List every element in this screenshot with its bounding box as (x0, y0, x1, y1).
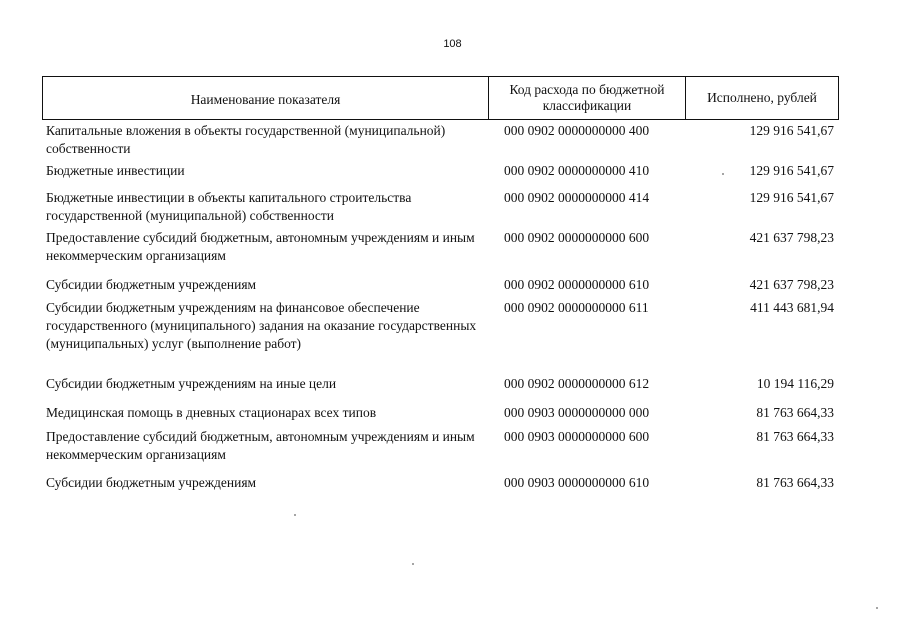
expenditure-table (42, 76, 839, 498)
row-executed-amount: 81 763 664,33 (756, 475, 834, 490)
page-number: 108 (443, 38, 462, 50)
row-indicator-name: Медицинская помощь в дневных стационарах всех типов (46, 405, 377, 420)
header-executed-amount: Исполнено, рублей (707, 90, 817, 105)
row-indicator-name: Бюджетные инвестиции в объекты капитального строительства государственной (муниципальной) собственности (46, 190, 412, 223)
table-header (42, 76, 839, 120)
row-expense-code: 000 0903 0000000000 600 (504, 429, 650, 444)
row-executed-amount: 129 916 541,67 (749, 123, 834, 138)
header-indicator-name: Наименование показателя (43, 77, 489, 119)
row-executed-amount: 421 637 798,23 (749, 230, 834, 245)
table-row (42, 428, 839, 474)
table-row (42, 189, 839, 229)
scan-speck (722, 173, 724, 175)
row-indicator-name: Предоставление субсидий бюджетным, автономным учреждениям и иным некоммерческим организациям (46, 230, 475, 263)
row-executed-amount: 411 443 681,94 (750, 300, 834, 315)
table-row (42, 276, 839, 299)
table-row (42, 474, 839, 498)
table-row (42, 122, 839, 162)
row-indicator-name: Бюджетные инвестиции (46, 163, 185, 178)
table-row (42, 299, 839, 375)
row-expense-code: 000 0902 0000000000 611 (504, 300, 649, 315)
row-indicator-name: Капитальные вложения в объекты государственной (муниципальной) собственности (46, 123, 446, 156)
row-indicator-name: Субсидии бюджетным учреждениям на финансовое обеспечение государственного (муниципального) задания на оказание государственных (муниципальных) услуг (выполнение работ) (46, 300, 477, 351)
scan-speck (294, 514, 296, 516)
row-expense-code: 000 0902 0000000000 400 (504, 123, 650, 138)
table-row (42, 375, 839, 404)
row-indicator-name: Субсидии бюджетным учреждениям (46, 475, 257, 490)
scan-speck (876, 607, 878, 609)
row-executed-amount: 129 916 541,67 (749, 190, 834, 205)
table-row (42, 229, 839, 276)
row-indicator-name: Предоставление субсидий бюджетным, автономным учреждениям и иным некоммерческим организациям (46, 429, 475, 462)
row-indicator-name: Субсидии бюджетным учреждениям (46, 277, 257, 292)
table-row (42, 404, 839, 428)
row-indicator-name: Субсидии бюджетным учреждениям на иные цели (46, 376, 337, 391)
table-body (42, 122, 839, 498)
row-expense-code: 000 0903 0000000000 000 (504, 405, 650, 420)
row-expense-code: 000 0902 0000000000 600 (504, 230, 650, 245)
row-executed-amount: 10 194 116,29 (756, 376, 834, 391)
table-row (42, 162, 839, 189)
header-expense-code: Код расхода по бюджетной классификации (489, 77, 686, 119)
row-expense-code: 000 0902 0000000000 612 (504, 376, 650, 391)
row-expense-code: 000 0902 0000000000 410 (504, 163, 650, 178)
row-executed-amount: 81 763 664,33 (756, 429, 834, 444)
row-executed-amount: 129 916 541,67 (749, 163, 834, 178)
row-executed-amount: 81 763 664,33 (756, 405, 834, 420)
row-expense-code: 000 0902 0000000000 610 (504, 277, 650, 292)
scan-speck (412, 563, 414, 565)
row-expense-code: 000 0902 0000000000 414 (504, 190, 650, 205)
row-executed-amount: 421 637 798,23 (749, 277, 834, 292)
row-expense-code: 000 0903 0000000000 610 (504, 475, 650, 490)
